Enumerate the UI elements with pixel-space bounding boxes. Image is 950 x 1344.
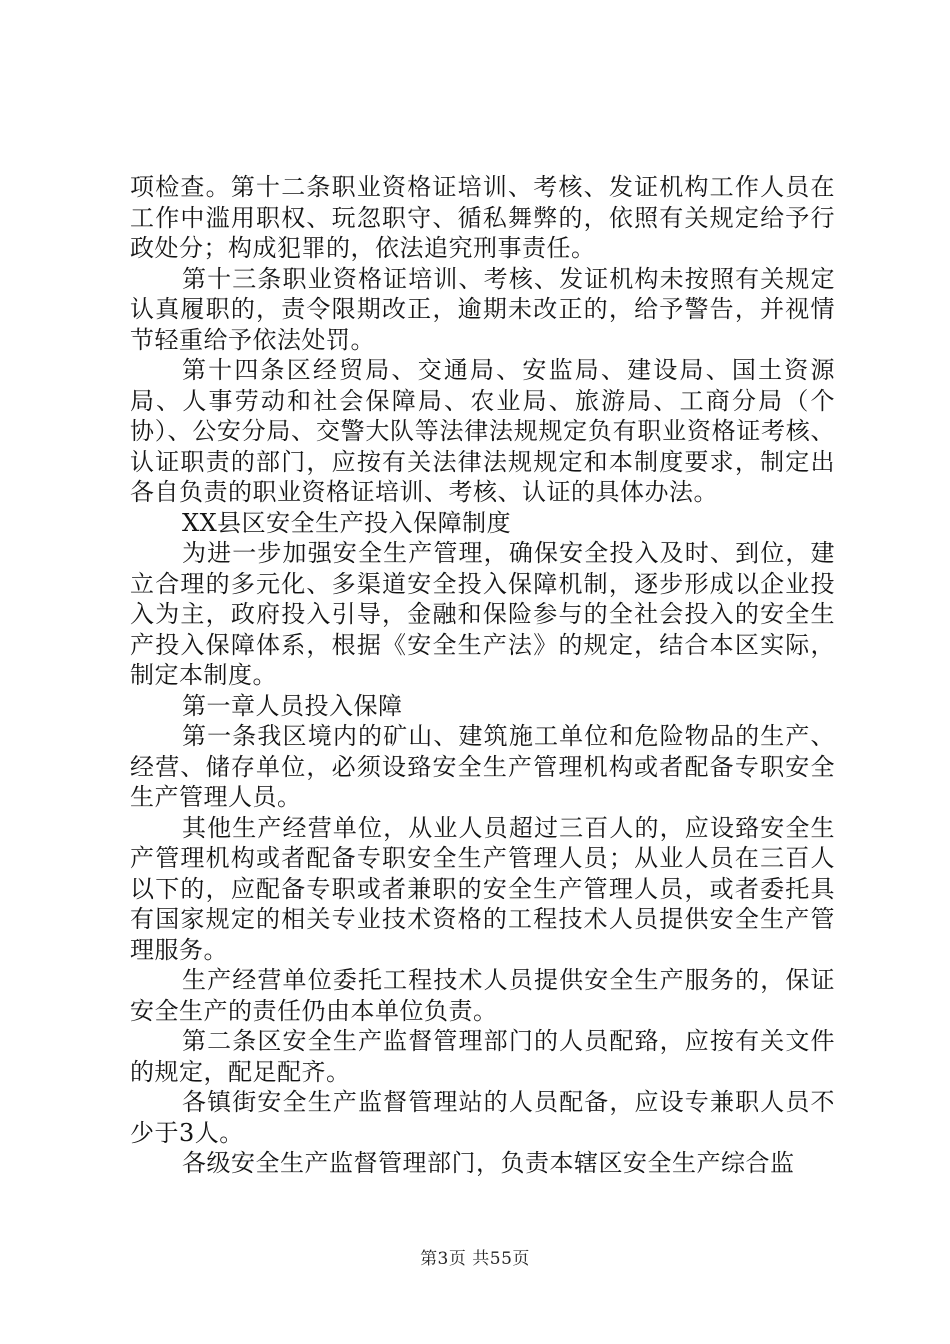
page-number-footer: 第3页 共55页 [420,1249,530,1269]
paragraph: 各镇街安全生产监督管理站的人员配备，应设专兼职人员不少于3人。 [130,1088,835,1147]
document-body [130,172,835,1179]
paragraph: 第一条我区境内的矿山、建筑施工单位和危险物品的生产、经营、储存单位，必须设臵安全生产管理机构或者配备专职安全生产管理人员。 [130,722,835,811]
paragraph: 第十四条区经贸局、交通局、安监局、建设局、国土资源局、人事劳动和社会保障局、农业局、旅游局、工商分局（个协）、公安分局、交警大队等法律法规规定负有职业资格证考核、认证职责的部门，应按有关法律法规规定和本制度要求，制定出各自负责的职业资格证培训、考核、认证的具体办法。 [130,356,835,506]
section-title: XX县区安全生产投入保障制度 [182,508,512,537]
paragraph: 第二条区安全生产监督管理部门的人员配臵，应按有关文件的规定，配足配齐。 [130,1027,835,1086]
paragraph: 第十三条职业资格证培训、考核、发证机构未按照有关规定认真履职的，责令限期改正，逾期未改正的，给予警告，并视情节轻重给予依法处罚。 [130,264,835,354]
paragraph: 为进一步加强安全生产管理，确保安全投入及时、到位，建立合理的多元化、多渠道安全投入保障机制，逐步形成以企业投入为主，政府投入引导，金融和保险参与的全社会投入的安全生产投入保障体系，根据《安全生产法》的规定，结合本区实际，制定本制度。 [130,539,835,689]
paragraph: 其他生产经营单位，从业人员超过三百人的，应设臵安全生产管理机构或者配备专职安全生产管理人员；从业人员在三百人以下的，应配备专职或者兼职的安全生产管理人员，或者委托具有国家规定的相关专业技术资格的工程技术人员提供安全生产管理服务。 [130,813,835,964]
chapter-heading: 第一章人员投入保障 [182,691,403,720]
paragraph: 生产经营单位委托工程技术人员提供安全生产服务的，保证安全生产的责任仍由本单位负责。 [130,966,835,1025]
paragraph: 各级安全生产监督管理部门，负责本辖区安全生产综合监 [182,1149,795,1177]
paragraph: 项检查。第十二条职业资格证培训、考核、发证机构工作人员在工作中滥用职权、玩忽职守、循私舞弊的，依照有关规定给予行政处分；构成犯罪的，依法追究刑事责任。 [130,173,835,262]
